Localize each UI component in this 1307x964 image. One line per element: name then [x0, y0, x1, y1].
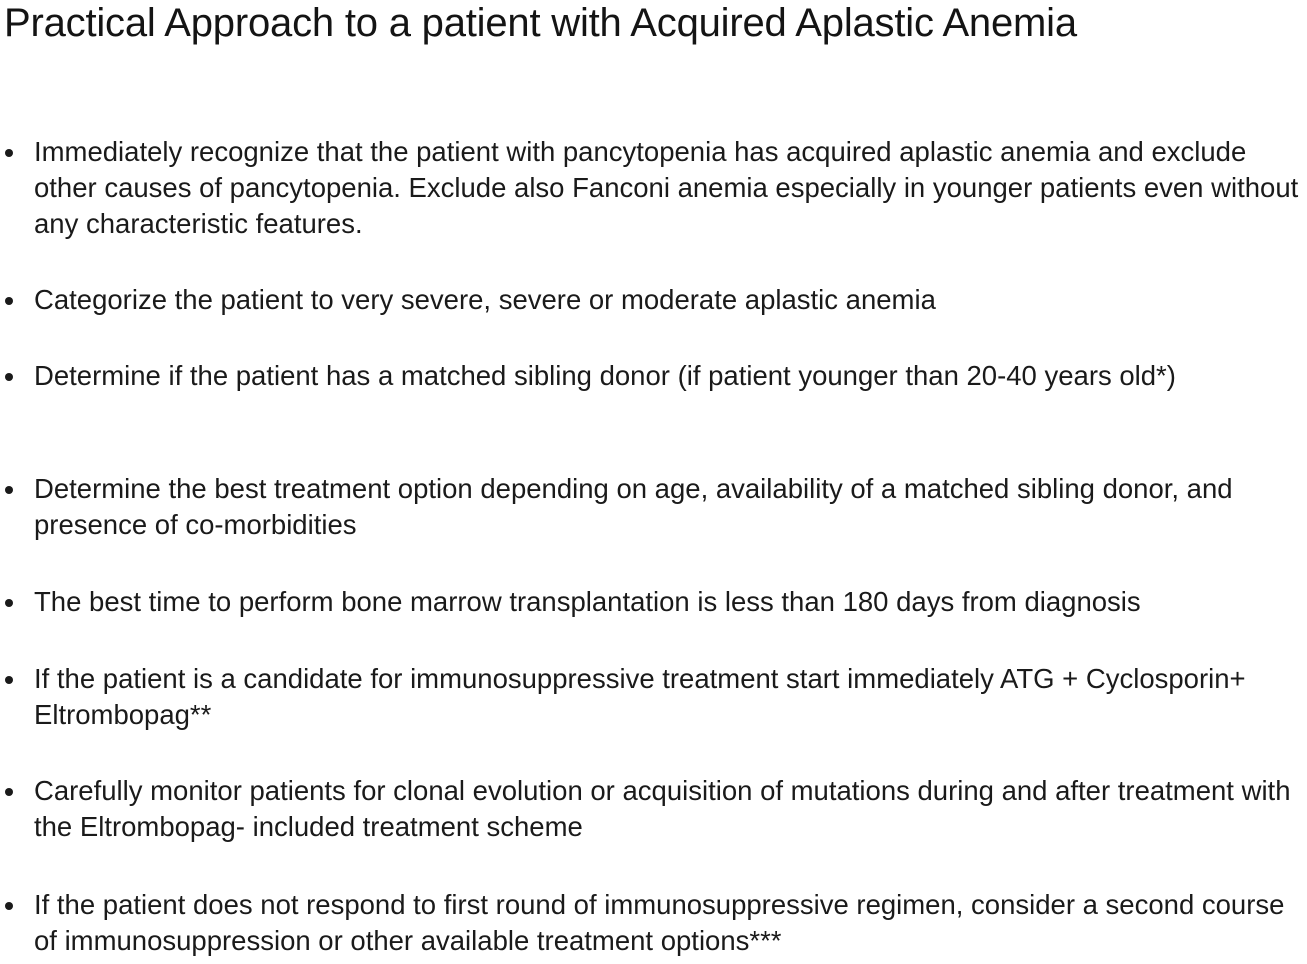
bullet-text: Determine the best treatment option depending on age, availability of a matched sibling donor, and presence of co-morbidities — [34, 473, 1233, 540]
bullet-dot-icon — [5, 297, 13, 305]
bullet-dot-icon — [5, 788, 13, 796]
bullet-text: If the patient is a candidate for immunosuppressive treatment start immediately ATG + Cyclosporin+ Eltrombopag** — [34, 663, 1246, 730]
bullet-dot-icon — [5, 676, 13, 684]
bullet-text: Determine if the patient has a matched sibling donor (if patient younger than 20-40 years old*) — [34, 360, 1176, 391]
bullet-text: The best time to perform bone marrow transplantation is less than 180 days from diagnosis — [34, 586, 1141, 617]
bullet-dot-icon — [5, 599, 13, 607]
slide-title: Practical Approach to a patient with Acquired Aplastic Anemia — [4, 1, 1077, 45]
bullet-text: If the patient does not respond to first round of immunosuppressive regimen, consider a second course of immunosuppression or other available treatment options*** — [34, 889, 1285, 956]
bullet-text: Categorize the patient to very severe, severe or moderate aplastic anemia — [34, 284, 936, 315]
bullet-text: Immediately recognize that the patient with pancytopenia has acquired aplastic anemia and exclude other causes of pancytopenia. Exclude also Fanconi anemia especially in younger patients even without any characteristic features. — [34, 136, 1299, 239]
bullet-dot-icon — [5, 486, 13, 494]
bullet-dot-icon — [5, 373, 13, 381]
bullet-dot-icon — [5, 902, 13, 910]
bullet-dot-icon — [5, 149, 13, 157]
bullet-text: Carefully monitor patients for clonal evolution or acquisition of mutations during and after treatment with the Eltrombopag- included treatment scheme — [34, 775, 1291, 842]
